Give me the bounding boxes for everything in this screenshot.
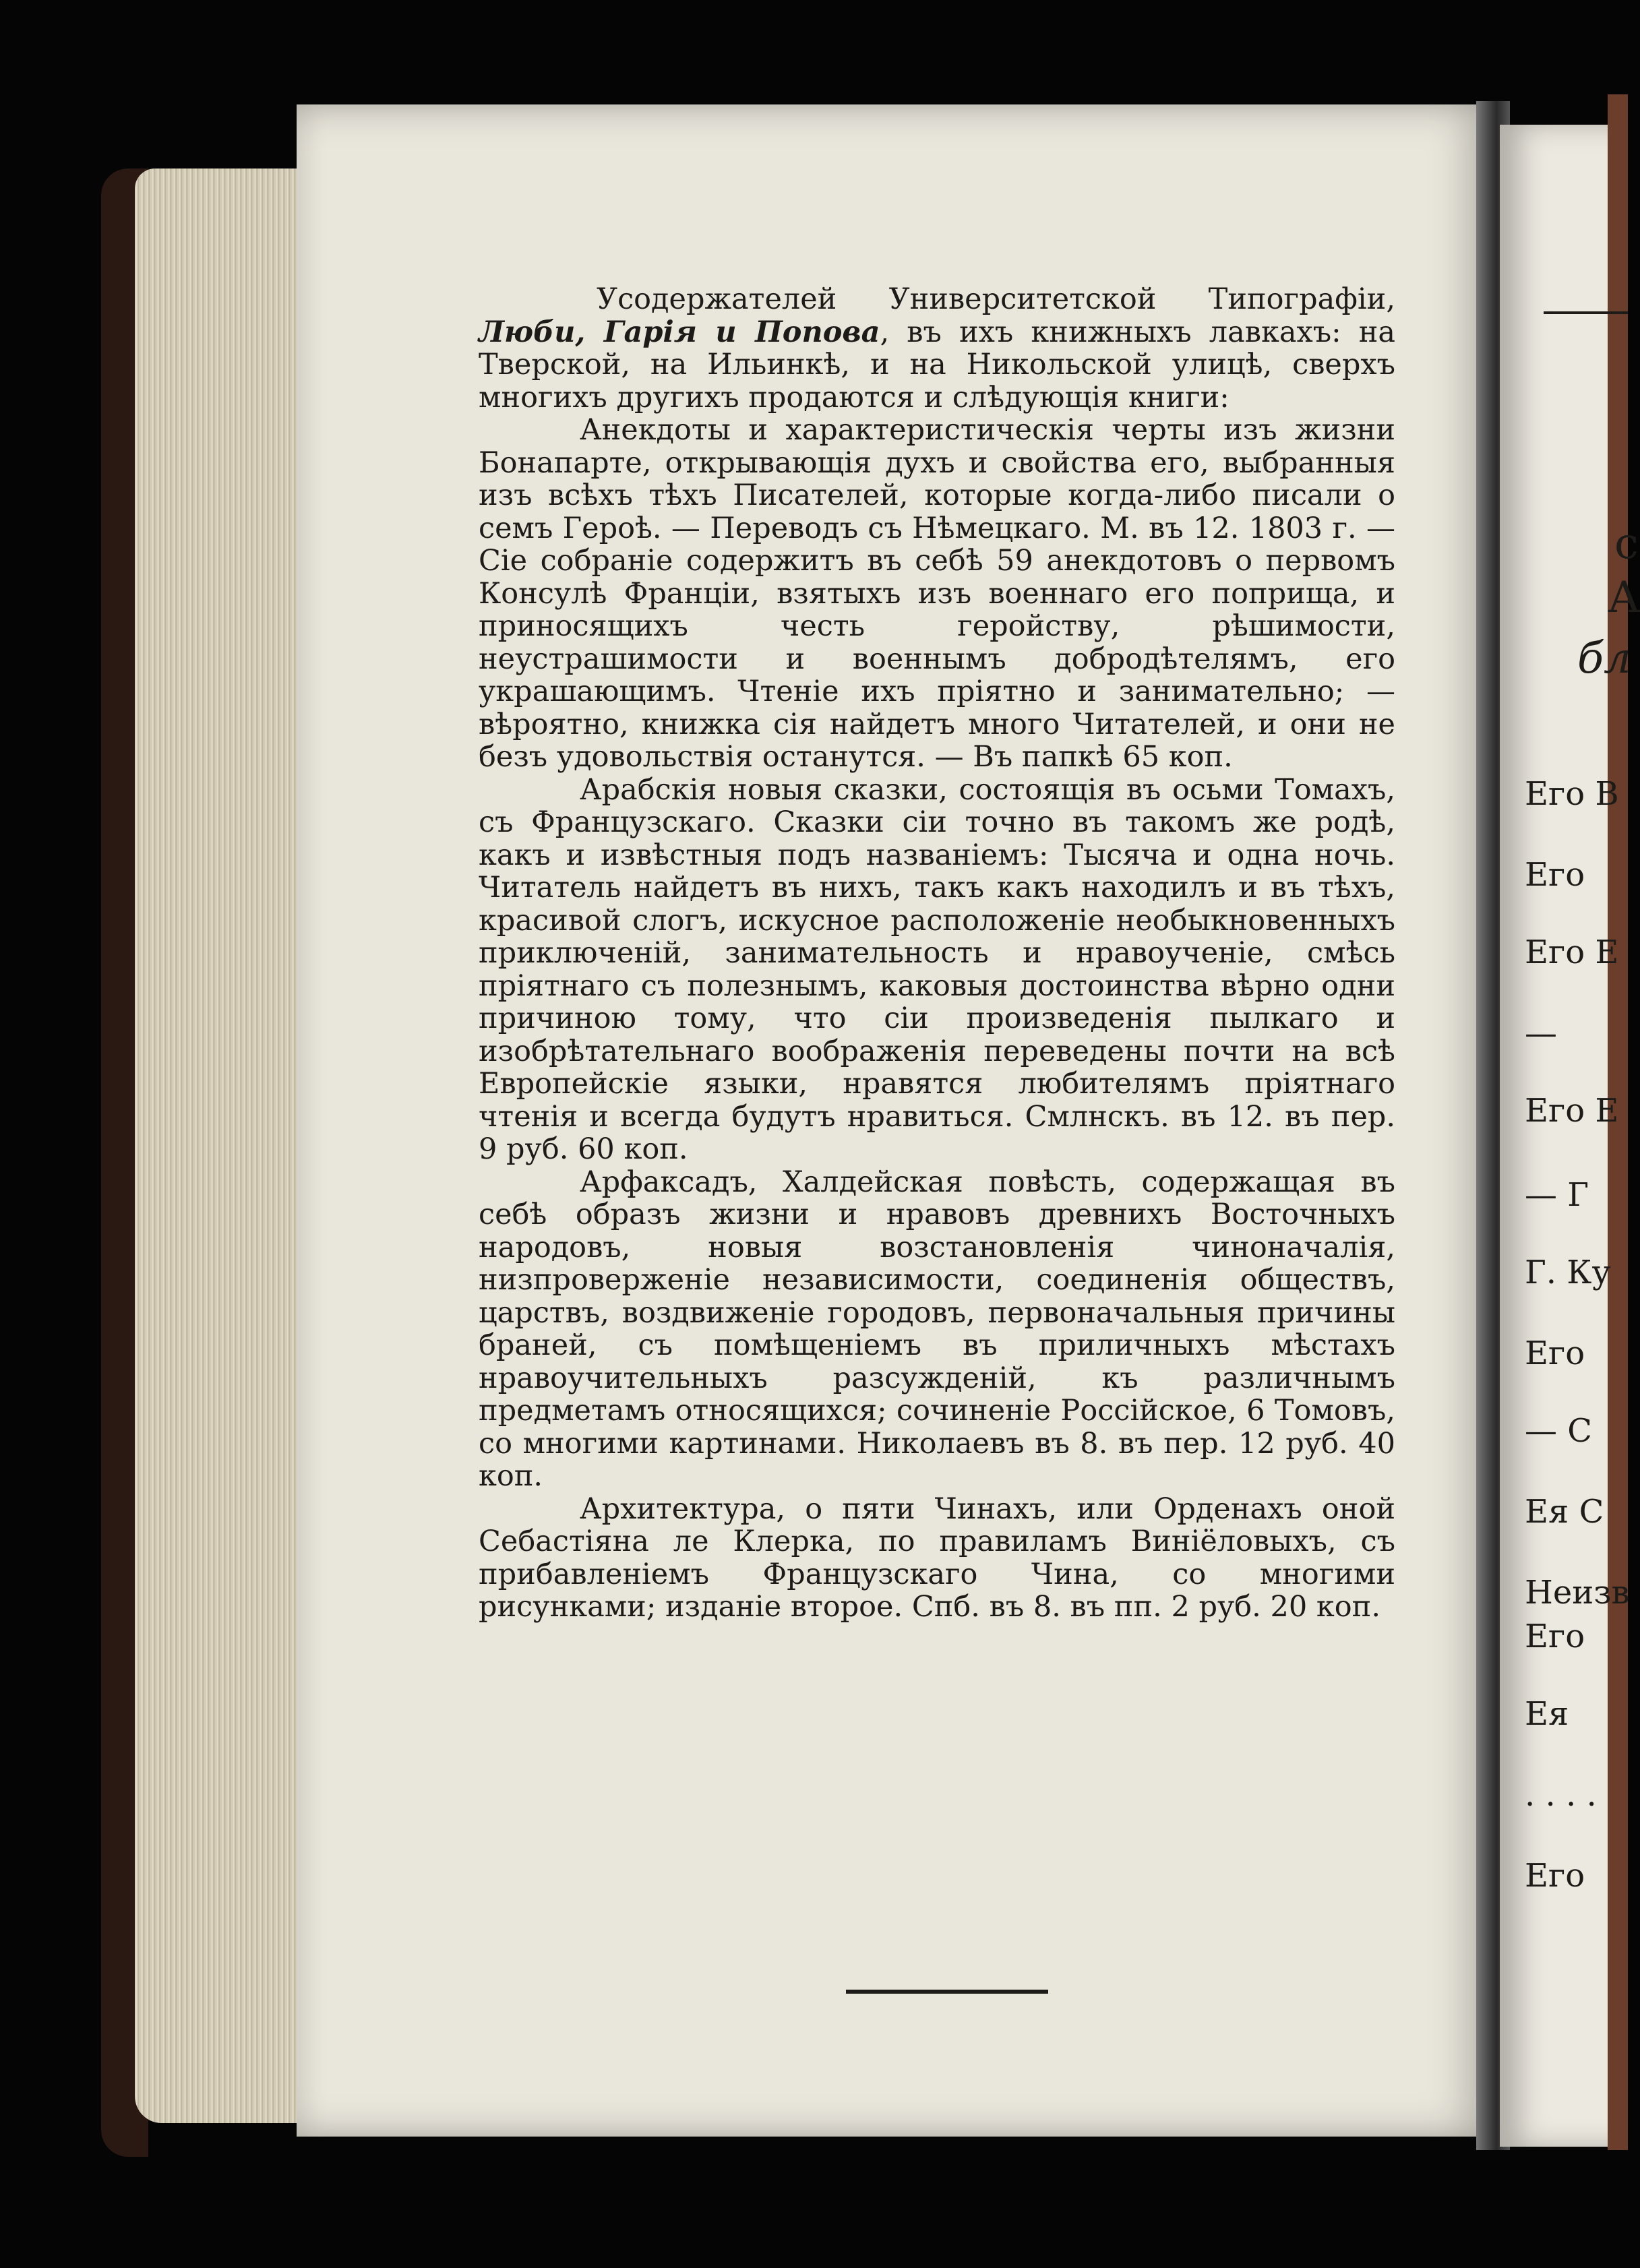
right-heading-fragment-3: бл xyxy=(1577,634,1631,683)
right-line-13: Ея xyxy=(1525,1695,1569,1733)
right-line-5: Его Е xyxy=(1525,1092,1619,1130)
right-page-rule xyxy=(1544,311,1628,314)
intro-text-after: , въ ихъ книжныхъ лавкахъ: на Тверской, на Ильинкѣ, и на Никольской улицѣ, сверхъ многихъ другихъ продаются и слѣдующія книги: xyxy=(479,315,1396,415)
right-line-11: Неизв xyxy=(1525,1574,1630,1612)
book-entry-arabian-tales: Арабскія новыя сказки, состоящія въ осьми Томахъ, съ Французскаго. Сказки сіи точно въ такомъ же родѣ, какъ и извѣстныя подъ названіемъ: Тысяча и одна ночь. Читатель найдетъ въ нихъ, такъ какъ находилъ и въ тѣхъ, красивой слогъ, искусное расположеніе необыкновенныхъ приключеній, занимательность и нравоученіе, смѣсь пріятнаго съ полезнымъ, каковыя достоинства вѣрно одни причиною тому, что сіи произведенія пылкаго и изобрѣтательнаго воображенія переведены почти на всѣ Европейскіе языки, нравятся любителямъ пріятнаго чтенія и всегда будутъ нравиться. Смлнскъ. въ 12. въ пер. 9 руб. 60 коп. xyxy=(479,772,1395,1166)
right-line-6: — Г xyxy=(1525,1176,1589,1214)
right-heading-fragment-2: А xyxy=(1608,573,1640,623)
right-line-1: Его В xyxy=(1525,775,1619,813)
right-heading-fragment-1: с xyxy=(1614,519,1639,569)
intro-paragraph xyxy=(479,283,1395,414)
bottom-rule xyxy=(846,1990,1048,1994)
right-line-4: — xyxy=(1525,1014,1557,1052)
book-entry-architecture: Архитектура, о пяти Чинахъ, или Орденахъ оной Себастіяна ле Клерка, по правиламъ Виніёловыхъ, съ прибавленіемъ Французскаго Чина, со многими рисунками; изданіе второе. Спб. въ 8. въ пп. 2 руб. 20 коп. xyxy=(479,1492,1395,1624)
right-line-7: Г. Ку xyxy=(1525,1254,1611,1291)
right-line-14: . . . . xyxy=(1525,1776,1597,1814)
book-entry-anecdotes: Анекдоты и характеристическія черты изъ жизни Бонапарте, открывающія духъ и свойства его, выбранныя изъ всѣхъ тѣхъ Писателей, которые когда-либо писали о семъ Героѣ. — Переводъ съ Нѣмецкаго. М. въ 12. 1803 г. — Сіе собраніе содержитъ въ себѣ 59 анекдотовъ о первомъ Консулѣ Франціи, взятыхъ изъ военнаго его поприща, и приносящихъ честь геройству, рѣшимости, неустрашимости и военнымъ добродѣтелямъ, его украшающимъ. Чтеніе ихъ пріятно и занимательно; — вѣроятно, книжка сія найдетъ много Читателей, и они не безъ удовольствія останутся. — Въ папкѣ 65 коп. xyxy=(479,413,1395,774)
right-line-12: Его xyxy=(1525,1618,1585,1655)
text-column xyxy=(479,283,1395,1624)
right-line-3: Его Е xyxy=(1525,933,1619,971)
right-line-15: Его xyxy=(1525,1857,1585,1895)
printer-names: Люби, Гарія и Попова xyxy=(479,315,880,349)
right-line-9: — С xyxy=(1525,1412,1592,1450)
intro-text-before: Усодержателей Университетской Типографіи, xyxy=(597,282,1395,316)
right-line-10: Ея С xyxy=(1525,1493,1604,1531)
book-entry-arfaksad: Арфаксадъ, Халдейская повѣсть, содержащая въ себѣ образъ жизни и нравовъ древнихъ Восточныхъ народовъ, новыя возстановленія чиноначалія, низпроверженіе независимости, соединенія обществъ, царствъ, воздвиженіе городовъ, первоначальныя причины браней, съ помѣщеніемъ въ приличныхъ мѣстахъ нравоучительныхъ разсужденій, къ различнымъ предметамъ относящихся; сочиненіе Россійское, 6 Томовъ, со многими картинами. Николаевъ въ 8. въ пер. 12 руб. 40 коп. xyxy=(479,1165,1395,1493)
right-line-8: Его xyxy=(1525,1335,1585,1372)
right-line-2: Его xyxy=(1525,856,1585,894)
page-block-edge xyxy=(135,168,303,2123)
